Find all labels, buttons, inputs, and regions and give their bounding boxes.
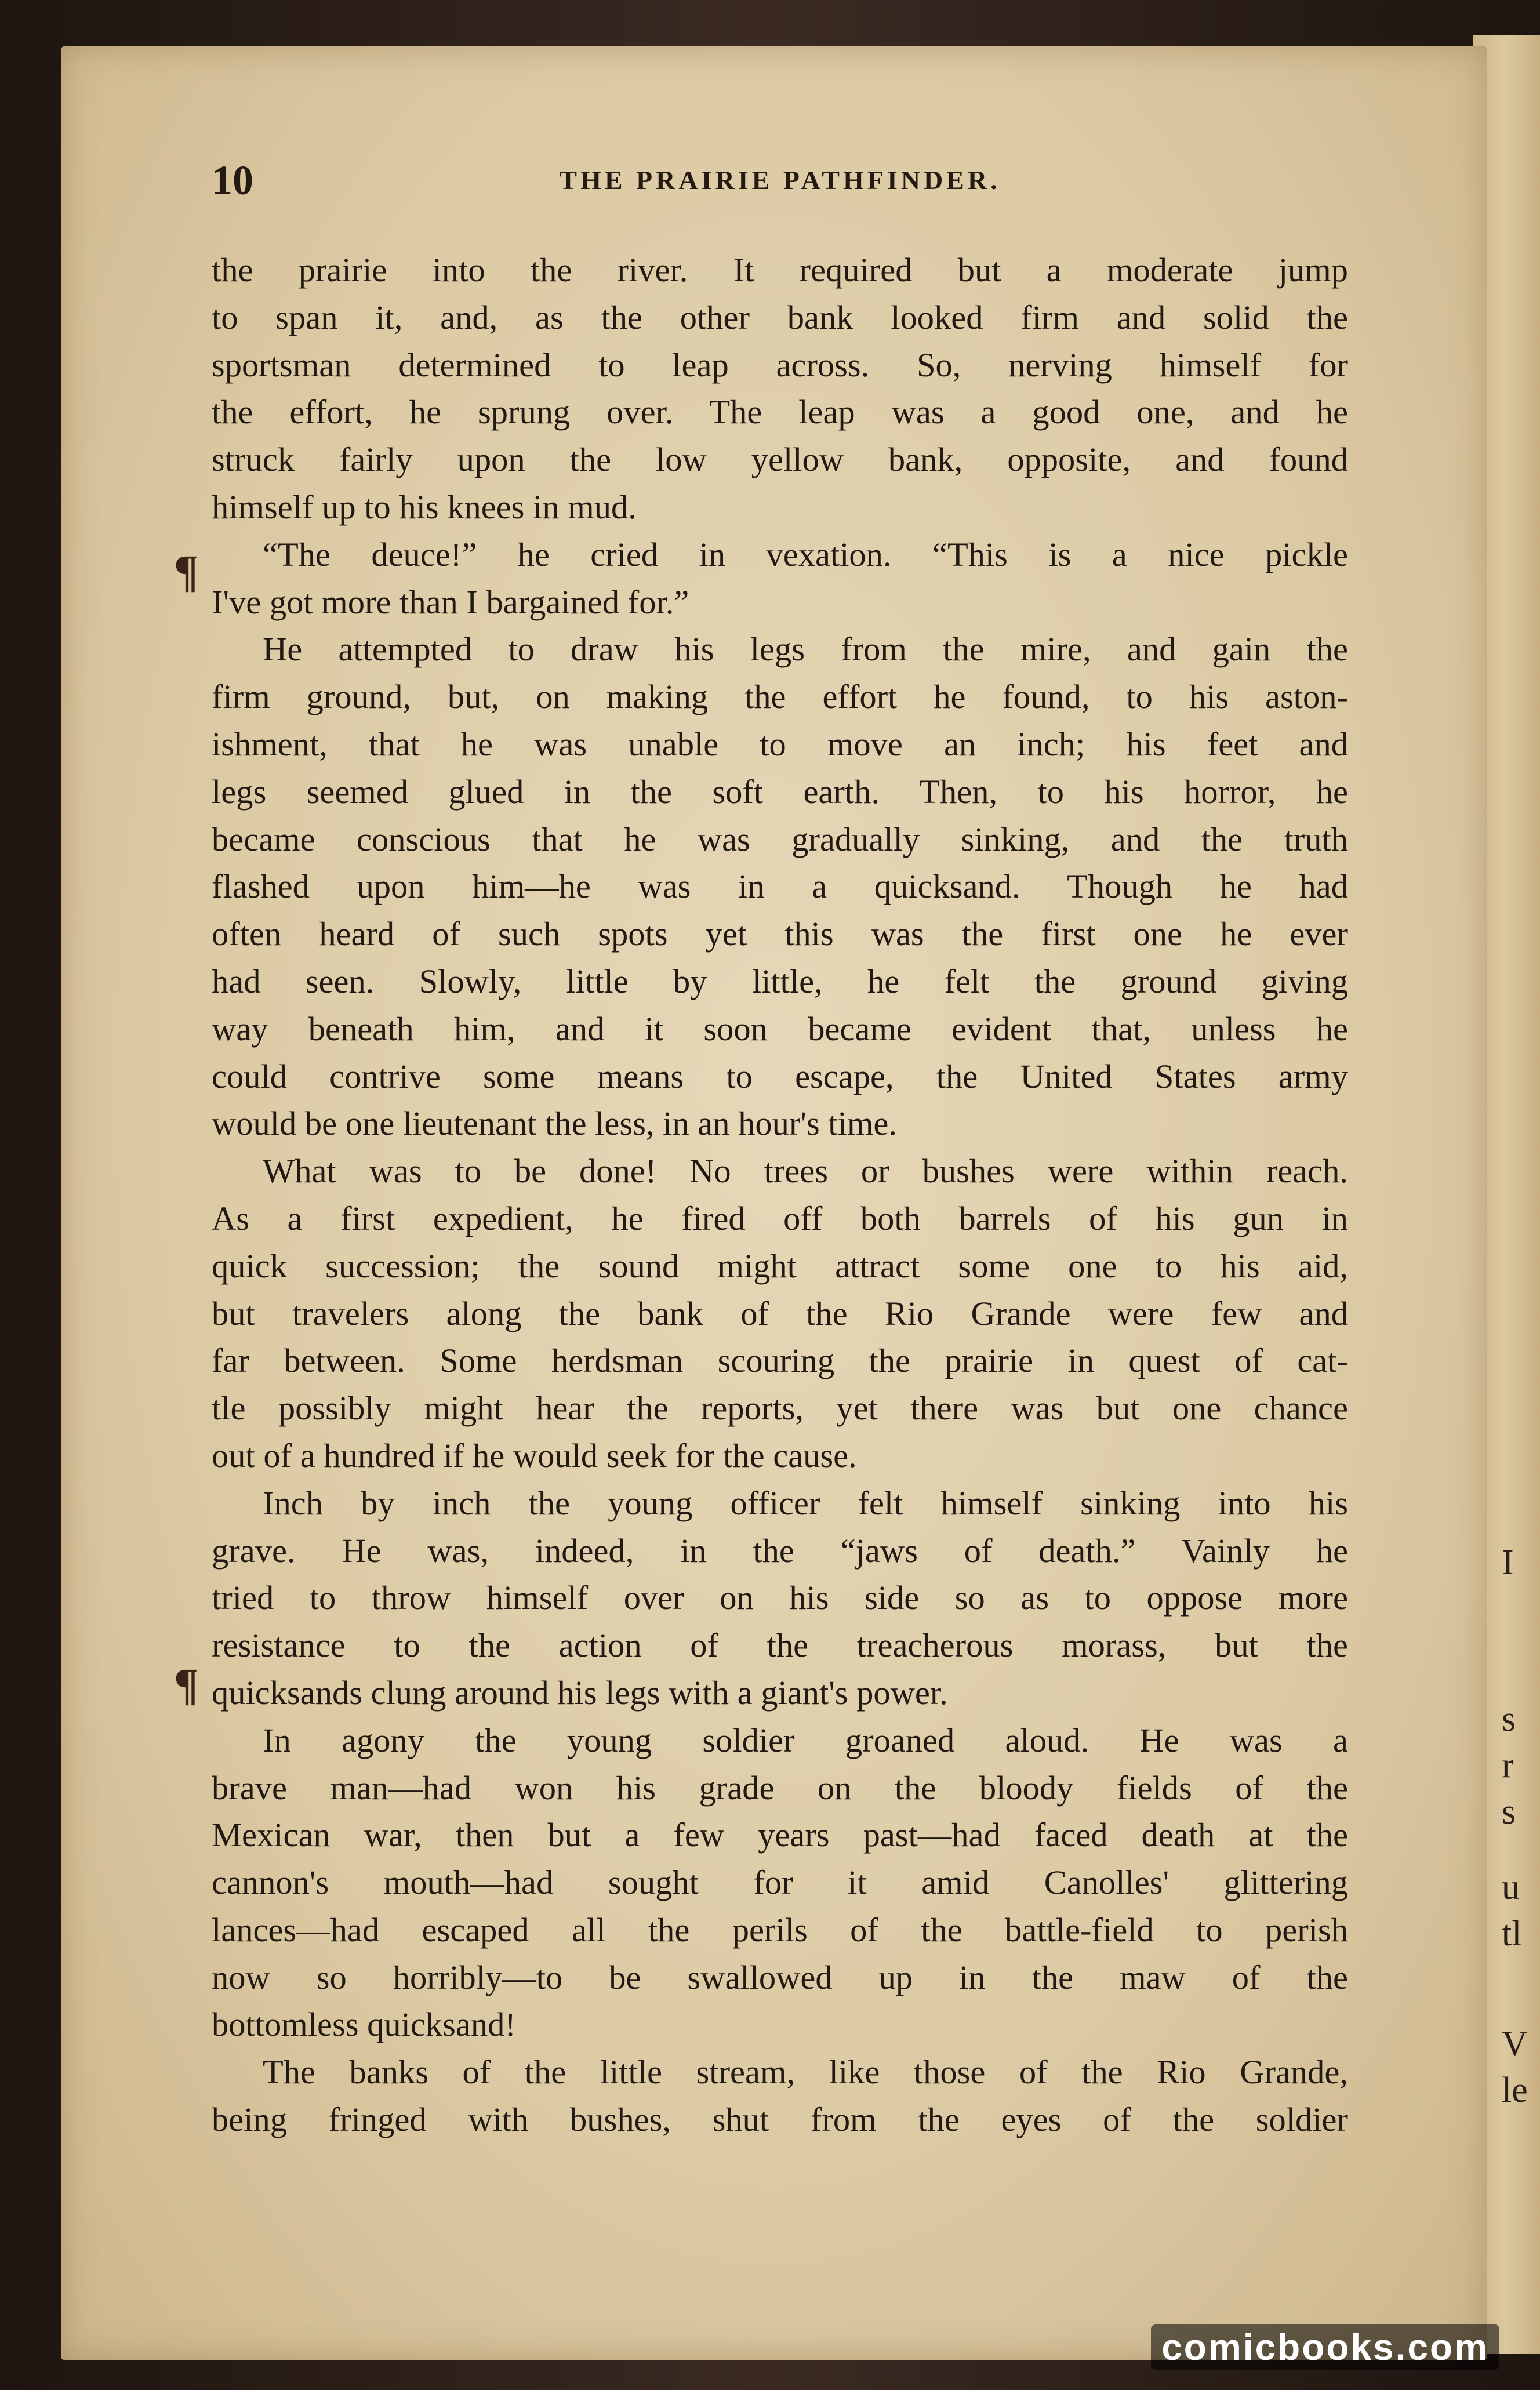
adjacent-page-fragment: s <box>1502 1792 1516 1832</box>
watermark: comicbooks.com <box>1151 2324 1499 2370</box>
text-line: ishment, that he was unable to move an inch; his feet and <box>212 725 1348 763</box>
text-line: but travelers along the bank of the Rio Grande were few and <box>212 1294 1348 1332</box>
body-text <box>212 246 1348 2144</box>
adjacent-page-fragment: V <box>1502 2024 1528 2064</box>
text-line: the effort, he sprung over. The leap was a good one, and he <box>212 393 1348 431</box>
text-line: the prairie into the river. It required but a moderate jump <box>212 251 1348 289</box>
page-header <box>212 157 1348 203</box>
text-line: flashed upon him—he was in a quicksand. Though he had <box>212 867 1348 906</box>
text-line: “The deuce!” he cried in vexation. “This is a nice pickle <box>263 535 1348 573</box>
text-line: He attempted to draw his legs from the mire, and gain the <box>263 630 1348 669</box>
text-line: resistance to the action of the treacherous morass, but the <box>212 1626 1348 1665</box>
text-line: What was to be done! No trees or bushes were within reach. <box>263 1152 1348 1190</box>
text-line: to span it, and, as the other bank looked firm and solid the <box>212 298 1348 336</box>
adjacent-page-fragment: I <box>1502 1543 1514 1582</box>
text-line: now so horribly—to be swallowed up in the maw of the <box>212 1958 1348 1996</box>
text-line: way beneath him, and it soon became evident that, unless he <box>212 1009 1348 1048</box>
text-line: In agony the young soldier groaned aloud. He was a <box>263 1721 1348 1759</box>
text-line: cannon's mouth—had sought for it amid Canolles' glittering <box>212 1864 1348 1902</box>
text-line: being fringed with bushes, shut from the eyes of the soldier <box>212 2101 1348 2139</box>
text-line: The banks of the little stream, like those of the Rio Grande, <box>263 2053 1348 2091</box>
text-line: quicksands clung around his legs with a giant's power. <box>212 1673 948 1712</box>
text-line: often heard of such spots yet this was the first one he ever <box>212 915 1348 953</box>
text-line: firm ground, but, on making the effort he found, to his aston- <box>212 678 1348 716</box>
adjacent-page-fragment: s <box>1502 1699 1516 1739</box>
text-line: out of a hundred if he would seek for the cause. <box>212 1436 857 1474</box>
running-title: THE PRAIRIE PATHFINDER. <box>559 165 1001 195</box>
text-line: sportsman determined to leap across. So, nerving himself for <box>212 346 1348 384</box>
text-line: himself up to his knees in mud. <box>212 488 637 526</box>
adjacent-page-fragment: tl <box>1502 1914 1522 1953</box>
text-line: tle possibly might hear the reports, yet there was but one chance <box>212 1389 1348 1428</box>
text-line: Inch by inch the young officer felt himself sinking into his <box>263 1484 1348 1522</box>
adjacent-page-fragment: le <box>1502 2071 1528 2110</box>
text-line: grave. He was, indeed, in the “jaws of death.” Vainly he <box>212 1531 1348 1570</box>
text-line: quick succession; the sound might attract some one to his aid, <box>212 1247 1348 1285</box>
text-line: tried to throw himself over on his side so as to oppose more <box>212 1579 1348 1617</box>
text-line: As a first expedient, he fired off both barrels of his gun in <box>212 1199 1348 1237</box>
text-line: had seen. Slowly, little by little, he felt the ground giving <box>212 962 1348 1000</box>
text-line: Mexican war, then but a few years past—had faced death at the <box>212 1816 1348 1854</box>
margin-mark: ¶ <box>174 546 199 596</box>
text-line: bottomless quicksand! <box>212 2006 516 2044</box>
text-line: struck fairly upon the low yellow bank, opposite, and found <box>212 441 1348 479</box>
text-line: legs seemed glued in the soft earth. Then, to his horror, he <box>212 772 1348 811</box>
text-line: became conscious that he was gradually sinking, and the truth <box>212 820 1348 858</box>
adjacent-page-fragment: r <box>1502 1746 1514 1785</box>
text-line: could contrive some means to escape, the United States army <box>212 1057 1348 1095</box>
text-line: lances—had escaped all the perils of the battle-field to perish <box>212 1910 1348 1949</box>
text-line: far between. Some herdsman scouring the prairie in quest of cat- <box>212 1342 1348 1380</box>
adjacent-page-fragment: u <box>1502 1868 1520 1907</box>
text-line: brave man—had won his grade on the bloody fields of the <box>212 1768 1348 1807</box>
margin-mark: ¶ <box>174 1659 199 1709</box>
text-line: would be one lieutenant the less, in an hour's time. <box>212 1105 897 1143</box>
text-line: I've got more than I bargained for.” <box>212 583 689 621</box>
page-number: 10 <box>212 157 253 204</box>
